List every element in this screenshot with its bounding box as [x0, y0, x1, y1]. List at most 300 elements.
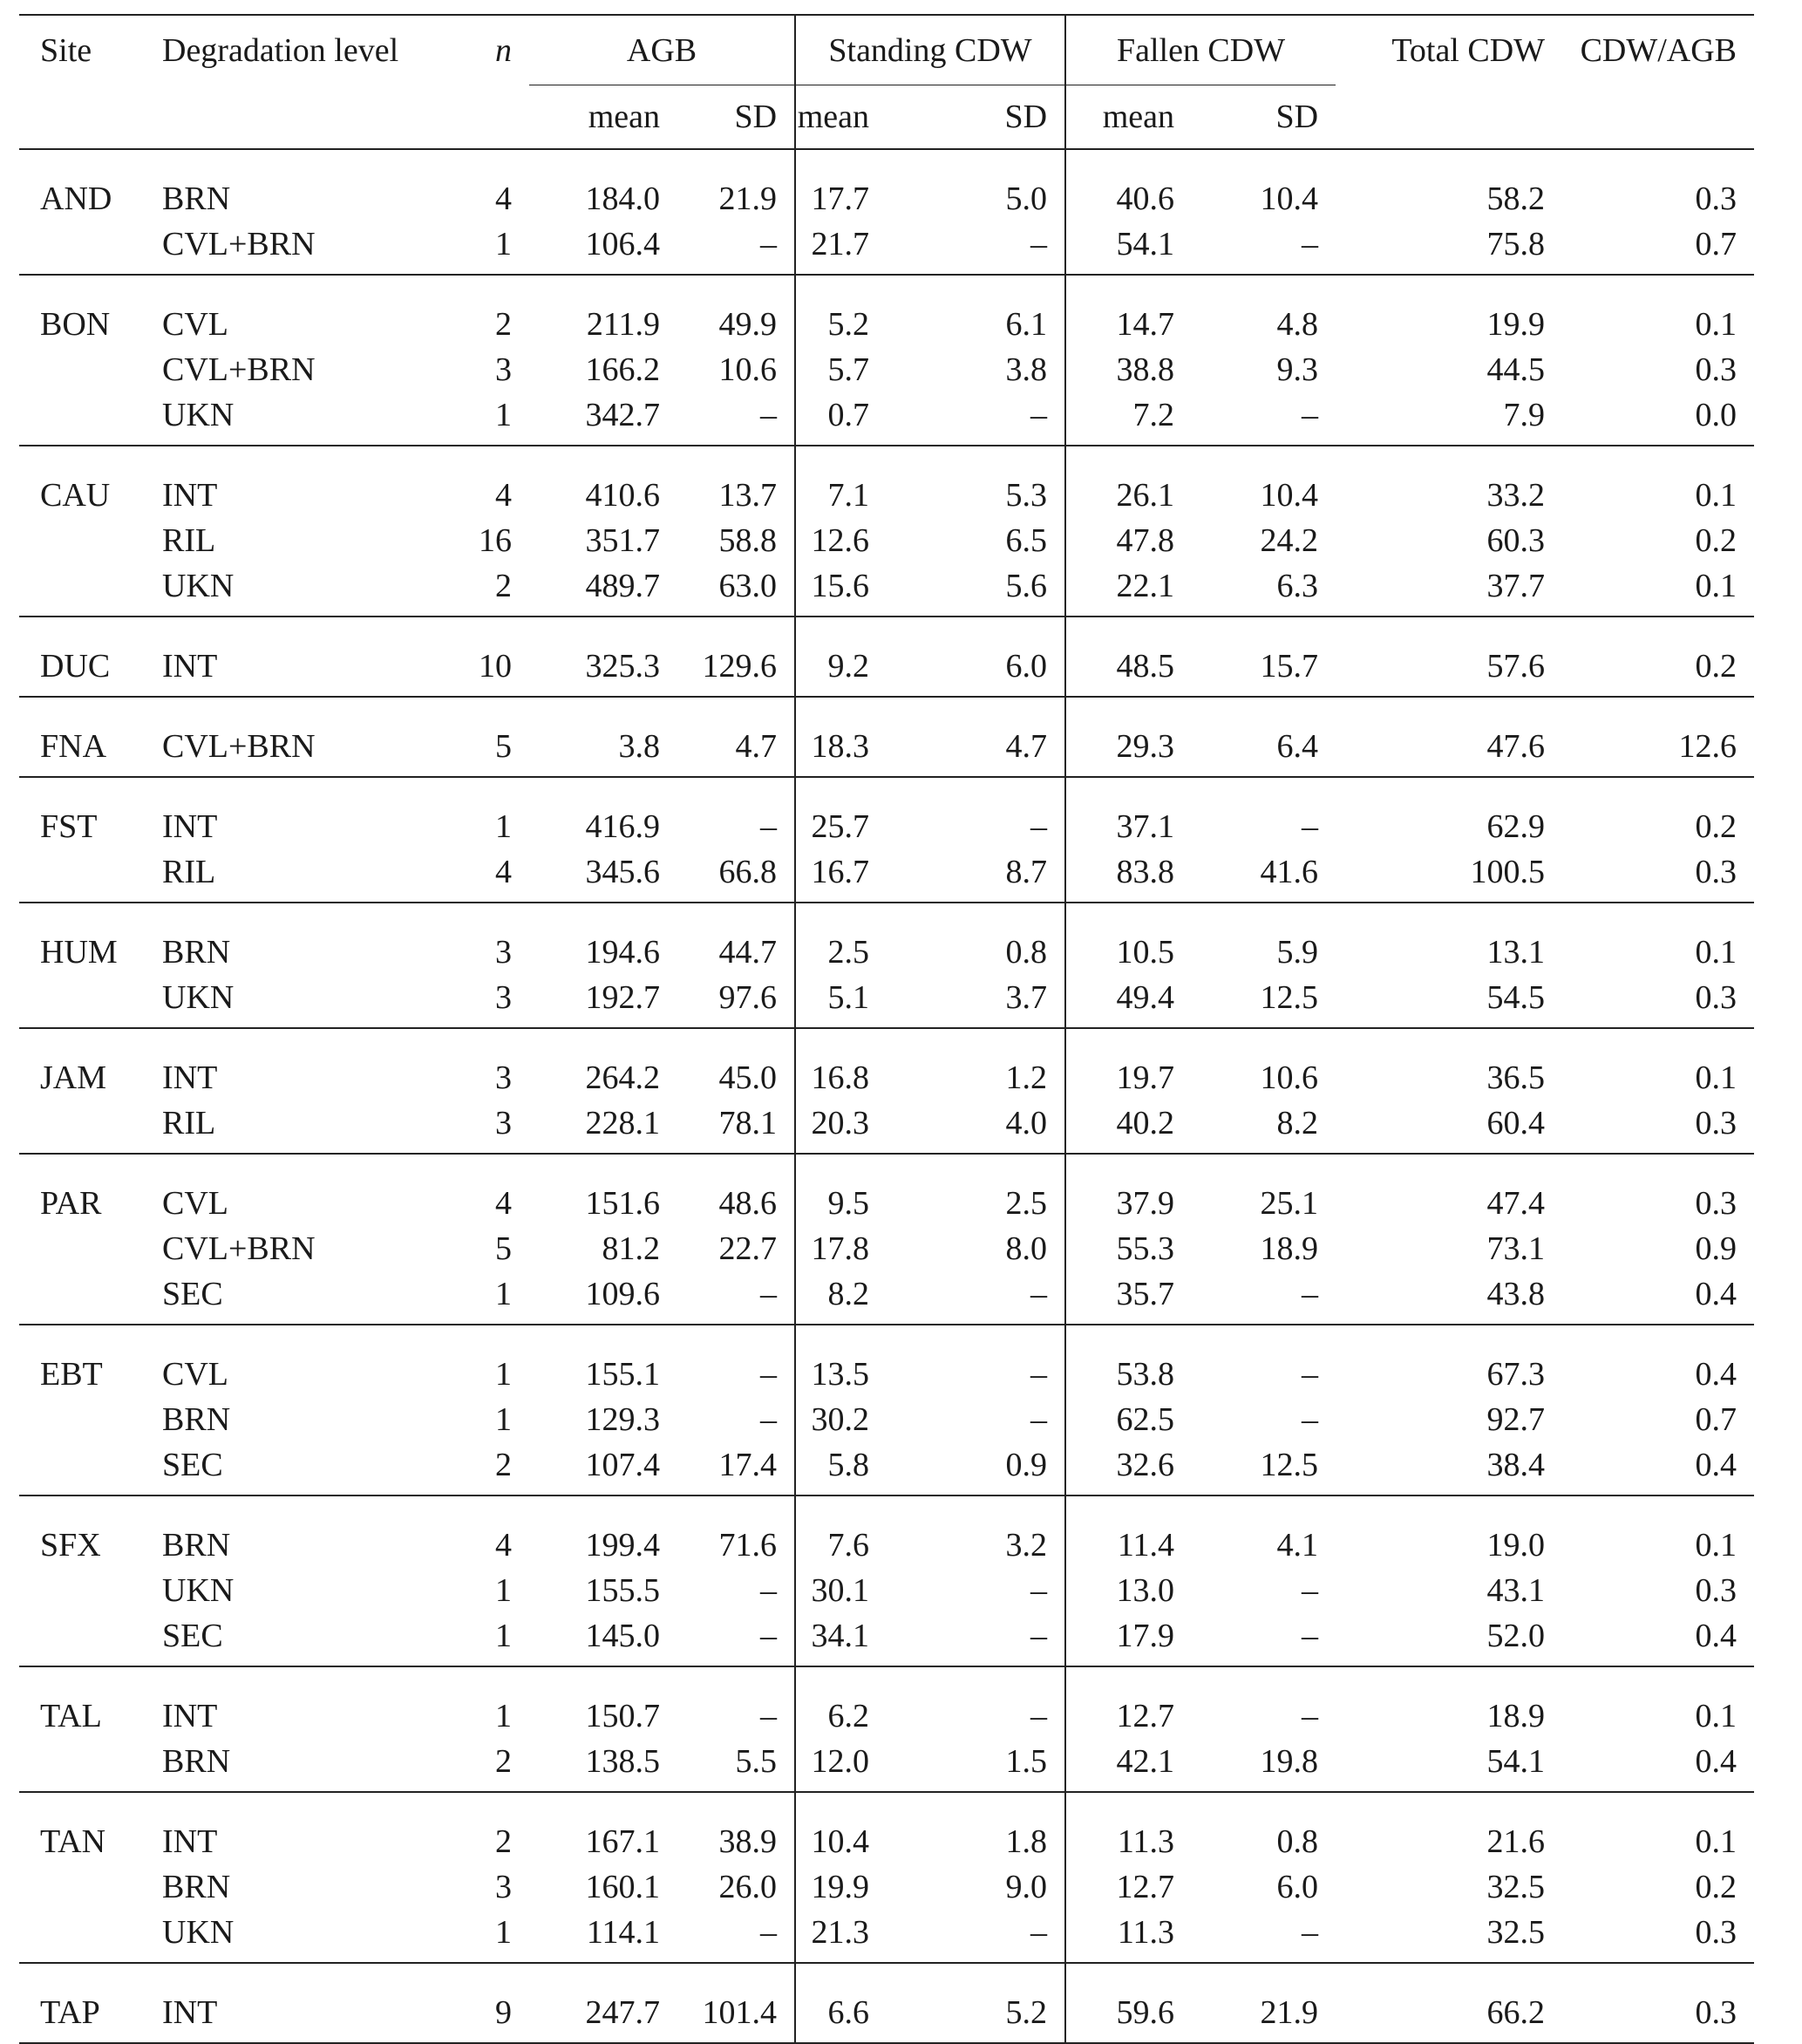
cell-total-cdw: 21.6: [1486, 1823, 1546, 1860]
cell-total-cdw: 47.4: [1486, 1185, 1546, 1222]
cell-fallen-mean: 14.7: [1116, 306, 1175, 343]
cell-agb-mean: 155.1: [585, 1356, 660, 1393]
cell-agb-sd: 45.0: [660, 1028, 795, 1100]
cell-ratio: 0.3: [1562, 1100, 1754, 1154]
cell-standing-sd: 1.5: [869, 1739, 1065, 1792]
cell-standing-sd: –: [869, 221, 1065, 275]
cell-site: [19, 563, 141, 617]
cell-n: 5: [390, 697, 529, 777]
header-blank: [1562, 85, 1754, 149]
cell-degradation: SEC: [141, 1613, 390, 1666]
cell-agb-mean: 325.3: [529, 617, 660, 697]
cell-degradation: UKN: [141, 1910, 390, 1963]
cell-n: 1: [495, 1356, 512, 1393]
cell-agb-sd: 22.7: [660, 1226, 795, 1271]
header-agb: [529, 15, 795, 85]
table-row: [19, 1910, 1754, 1963]
cell-agb-mean: 167.1: [585, 1823, 660, 1860]
cell-standing-sd: –: [869, 1666, 1065, 1739]
cell-site: [19, 1864, 141, 1910]
cell-agb-mean: 192.7: [529, 975, 660, 1028]
cell-standing-sd: –: [869, 1271, 1065, 1325]
cell-fallen-sd: –: [1302, 808, 1319, 845]
cell-ratio: 0.7: [1562, 221, 1754, 275]
cell-fallen-mean: 26.1: [1116, 477, 1175, 514]
cell-site: [19, 1910, 141, 1963]
header-ratio: CDW/AGB: [1562, 15, 1754, 85]
cell-n: 1: [390, 392, 529, 446]
cell-site: [19, 1442, 141, 1496]
cell-site: [19, 1100, 141, 1154]
table-row: [19, 1864, 1754, 1910]
cell-agb-sd: 38.9: [660, 1792, 795, 1864]
cell-ratio: 0.1: [1695, 1823, 1737, 1860]
cell-standing-sd: 6.0: [869, 617, 1065, 697]
cell-total-cdw: 60.3: [1486, 522, 1546, 559]
cell-agb-sd: 71.6: [660, 1496, 795, 1568]
cell-n: 2: [495, 306, 512, 343]
cell-fallen-mean: 53.8: [1116, 1356, 1175, 1393]
cell-degradation: BRN: [162, 1869, 231, 1905]
cell-degradation: SEC: [141, 1442, 390, 1496]
table-body: [19, 149, 1754, 2043]
cell-standing-sd: –: [869, 1325, 1065, 1397]
header-fallen-cdw-label: Fallen CDW: [1116, 32, 1286, 69]
cell-ratio: 0.2: [1695, 1869, 1737, 1905]
cell-agb-sd: 13.7: [660, 446, 795, 518]
cell-fallen-sd: 15.7: [1174, 617, 1336, 697]
cell-fallen-sd: 9.3: [1276, 351, 1319, 388]
cell-site: [19, 347, 141, 392]
table-row: [19, 563, 1754, 617]
cell-fallen-sd: 8.2: [1174, 1100, 1336, 1154]
cell-fallen-mean: 40.6: [1116, 181, 1175, 217]
cell-standing-sd: 9.0: [869, 1864, 1065, 1910]
table-row: [19, 777, 1754, 849]
cell-fallen-sd: 21.9: [1174, 1963, 1336, 2043]
cell-ratio: 0.1: [1695, 1527, 1737, 1564]
cell-n: 3: [390, 975, 529, 1028]
cell-standing-mean: 16.7: [795, 849, 869, 903]
cell-total-cdw: 60.4: [1336, 1100, 1562, 1154]
cell-agb-mean: 211.9: [586, 306, 660, 343]
cell-total-cdw: 37.7: [1336, 563, 1562, 617]
cell-degradation: UKN: [162, 1572, 235, 1609]
cell-agb-sd: –: [660, 1613, 795, 1666]
cell-fallen-sd: 12.5: [1174, 975, 1336, 1028]
cell-total-cdw: 32.5: [1486, 1869, 1546, 1905]
cell-agb-mean: 410.6: [585, 477, 660, 514]
cell-n: 4: [495, 1185, 512, 1222]
cell-standing-mean: 34.1: [795, 1613, 869, 1666]
data-table: [19, 14, 1754, 2044]
header-standing-cdw: [795, 15, 1065, 85]
cell-n: 1: [495, 1401, 512, 1438]
cell-fallen-sd: 5.9: [1276, 934, 1319, 971]
cell-degradation: CVL: [162, 306, 228, 343]
cell-standing-mean: 21.3: [795, 1910, 869, 1963]
cell-agb-sd: 66.8: [660, 849, 795, 903]
cell-fallen-sd: –: [1302, 1698, 1319, 1734]
cell-total-cdw: 66.2: [1336, 1963, 1562, 2043]
cell-agb-mean: 199.4: [585, 1527, 660, 1564]
cell-fallen-mean: 38.8: [1116, 351, 1175, 388]
table-row: [19, 392, 1754, 446]
cell-agb-sd: 48.6: [660, 1154, 795, 1226]
cell-fallen-mean: 59.6: [1065, 1963, 1174, 2043]
cell-standing-sd: 6.1: [869, 275, 1065, 347]
cell-fallen-sd: 25.1: [1260, 1185, 1319, 1222]
cell-total-cdw: 44.5: [1486, 351, 1546, 388]
cell-degradation: INT: [162, 477, 218, 514]
cell-fallen-mean: 11.3: [1065, 1910, 1174, 1963]
table-row: [19, 149, 1754, 221]
cell-degradation: BRN: [141, 1739, 390, 1792]
cell-degradation: RIL: [141, 849, 390, 903]
table-row: [19, 1442, 1754, 1496]
cell-agb-sd: 4.7: [660, 697, 795, 777]
cell-n: 3: [495, 1059, 512, 1096]
cell-fallen-mean: 19.7: [1116, 1059, 1175, 1096]
table-row: [19, 1028, 1754, 1100]
cell-ratio: 0.7: [1695, 1401, 1737, 1438]
cell-n: 1: [495, 1698, 512, 1734]
cell-total-cdw: 19.0: [1486, 1527, 1546, 1564]
cell-agb-sd: 101.4: [660, 1963, 795, 2043]
header-blank: [141, 85, 390, 149]
cell-fallen-mean: 48.5: [1065, 617, 1174, 697]
table-row: [19, 221, 1754, 275]
cell-agb-sd: –: [660, 1568, 795, 1613]
cell-degradation: RIL: [141, 1100, 390, 1154]
cell-n: 1: [390, 1271, 529, 1325]
header-standing-sd: SD: [869, 85, 1065, 149]
cell-n: 2: [390, 563, 529, 617]
cell-standing-mean: 0.7: [795, 392, 869, 446]
header-fallen-sd: SD: [1174, 85, 1336, 149]
cell-standing-mean: 8.2: [795, 1271, 869, 1325]
cell-fallen-sd: 6.4: [1174, 697, 1336, 777]
cell-ratio: 0.2: [1695, 522, 1737, 559]
table-row: [19, 446, 1754, 518]
cell-ratio: 0.3: [1562, 1910, 1754, 1963]
cell-agb-mean: 109.6: [529, 1271, 660, 1325]
cell-degradation: SEC: [141, 1271, 390, 1325]
cell-total-cdw: 33.2: [1486, 477, 1546, 514]
cell-fallen-sd: 18.9: [1260, 1230, 1319, 1267]
cell-standing-mean: 20.3: [795, 1100, 869, 1154]
cell-fallen-sd: 41.6: [1174, 849, 1336, 903]
cell-ratio: 0.3: [1562, 975, 1754, 1028]
cell-ratio: 0.1: [1695, 477, 1737, 514]
cell-agb-sd: –: [660, 777, 795, 849]
cell-fallen-mean: 83.8: [1065, 849, 1174, 903]
cell-agb-mean: 3.8: [529, 697, 660, 777]
cell-site: TAP: [19, 1963, 141, 2043]
cell-standing-sd: –: [869, 777, 1065, 849]
cell-agb-sd: –: [660, 1910, 795, 1963]
cell-agb-sd: –: [660, 221, 795, 275]
cell-standing-sd: 0.8: [869, 903, 1065, 975]
cell-degradation: CVL+BRN: [162, 1230, 316, 1267]
cell-total-cdw: 19.9: [1486, 306, 1546, 343]
cell-fallen-sd: –: [1302, 1356, 1319, 1393]
table-row: [19, 1496, 1754, 1568]
cell-standing-mean: 5.2: [827, 306, 870, 343]
cell-fallen-mean: 62.5: [1116, 1401, 1175, 1438]
cell-standing-mean: 6.6: [795, 1963, 869, 2043]
cell-fallen-mean: 7.2: [1065, 392, 1174, 446]
cell-agb-mean: 138.5: [529, 1739, 660, 1792]
cell-total-cdw: 36.5: [1486, 1059, 1546, 1096]
cell-fallen-sd: –: [1174, 392, 1336, 446]
cell-degradation: INT: [162, 1823, 218, 1860]
cell-total-cdw: 38.4: [1336, 1442, 1562, 1496]
cell-standing-sd: 8.7: [869, 849, 1065, 903]
cell-agb-sd: 10.6: [660, 347, 795, 392]
cell-fallen-mean: 37.1: [1116, 808, 1175, 845]
cell-ratio: 0.2: [1695, 808, 1737, 845]
cell-standing-sd: 3.7: [869, 975, 1065, 1028]
cell-degradation: CVL: [162, 1356, 228, 1393]
cell-site: EBT: [40, 1356, 103, 1393]
header-agb-label: AGB: [626, 32, 697, 69]
cell-ratio: 0.3: [1695, 181, 1737, 217]
cell-fallen-mean: 12.7: [1116, 1698, 1175, 1734]
cell-standing-sd: 2.5: [869, 1154, 1065, 1226]
cell-standing-mean: 15.6: [795, 563, 869, 617]
cell-ratio: 0.3: [1695, 351, 1737, 388]
cell-agb-mean: 345.6: [529, 849, 660, 903]
cell-n: 2: [390, 1442, 529, 1496]
table-row: [19, 1739, 1754, 1792]
cell-standing-sd: 5.2: [869, 1963, 1065, 2043]
cell-site: FST: [40, 808, 98, 845]
cell-n: 4: [495, 181, 512, 217]
cell-n: 10: [390, 617, 529, 697]
cell-ratio: 0.4: [1695, 1356, 1737, 1393]
cell-degradation: UKN: [141, 563, 390, 617]
cell-fallen-mean: 10.5: [1116, 934, 1175, 971]
cell-degradation: INT: [162, 1698, 218, 1734]
cell-ratio: 12.6: [1562, 697, 1754, 777]
cell-agb-mean: 145.0: [529, 1613, 660, 1666]
header-degradation: Degradation level: [141, 15, 390, 85]
cell-fallen-sd: 4.8: [1276, 306, 1319, 343]
cell-agb-sd: 129.6: [660, 617, 795, 697]
table-row: [19, 1963, 1754, 2043]
cell-total-cdw: 54.5: [1336, 975, 1562, 1028]
cell-n: 9: [390, 1963, 529, 2043]
cell-site: [19, 392, 141, 446]
cell-fallen-mean: 32.6: [1065, 1442, 1174, 1496]
cell-standing-mean: 17.7: [811, 181, 870, 217]
cell-agb-mean: 228.1: [529, 1100, 660, 1154]
cell-ratio: 0.4: [1562, 1442, 1754, 1496]
table-row: [19, 849, 1754, 903]
table-row: [19, 1397, 1754, 1442]
cell-agb-sd: –: [660, 1271, 795, 1325]
cell-site: [19, 1568, 141, 1613]
header-fallen-mean: mean: [1065, 85, 1174, 149]
cell-fallen-mean: 11.4: [1117, 1527, 1175, 1564]
cell-ratio: 0.3: [1562, 1963, 1754, 2043]
cell-site: [19, 1613, 141, 1666]
cell-standing-sd: –: [869, 1568, 1065, 1613]
cell-ratio: 0.1: [1695, 1059, 1737, 1096]
cell-total-cdw: 18.9: [1486, 1698, 1546, 1734]
cell-site: PAR: [40, 1185, 102, 1222]
table-row: [19, 617, 1754, 697]
cell-standing-mean: 5.8: [795, 1442, 869, 1496]
cell-fallen-mean: 11.3: [1117, 1823, 1175, 1860]
cell-total-cdw: 52.0: [1336, 1613, 1562, 1666]
cell-total-cdw: 54.1: [1336, 1739, 1562, 1792]
cell-degradation: INT: [141, 1963, 390, 2043]
table-row: [19, 275, 1754, 347]
table-row: [19, 1100, 1754, 1154]
cell-agb-sd: –: [660, 392, 795, 446]
cell-degradation: CVL: [162, 1185, 228, 1222]
cell-standing-mean: 5.7: [827, 351, 870, 388]
table-row: [19, 697, 1754, 777]
cell-agb-sd: 49.9: [660, 275, 795, 347]
table-header: [19, 15, 1754, 149]
cell-agb-mean: 264.2: [585, 1059, 660, 1096]
cell-n: 1: [390, 1613, 529, 1666]
cell-standing-mean: 9.5: [827, 1185, 870, 1222]
cell-total-cdw: 57.6: [1336, 617, 1562, 697]
cell-standing-mean: 17.8: [811, 1230, 870, 1267]
cell-degradation: INT: [141, 617, 390, 697]
cell-standing-sd: –: [869, 1910, 1065, 1963]
cell-agb-mean: 81.2: [602, 1230, 660, 1267]
cell-site: [19, 221, 141, 275]
cell-agb-mean: 247.7: [529, 1963, 660, 2043]
cell-standing-mean: 10.4: [811, 1823, 870, 1860]
header-standing-cdw-label: Standing CDW: [828, 32, 1032, 69]
cell-fallen-mean: 12.7: [1116, 1869, 1175, 1905]
cell-agb-mean: 194.6: [585, 934, 660, 971]
cell-standing-mean: 21.7: [795, 221, 869, 275]
table-row: [19, 1271, 1754, 1325]
cell-site: [19, 518, 141, 563]
cell-agb-sd: 17.4: [660, 1442, 795, 1496]
cell-agb-mean: 351.7: [585, 522, 660, 559]
cell-degradation: INT: [162, 1059, 218, 1096]
cell-degradation: RIL: [162, 522, 216, 559]
cell-agb-mean: 416.9: [585, 808, 660, 845]
cell-standing-mean: 6.2: [827, 1698, 870, 1734]
cell-site: [19, 849, 141, 903]
cell-fallen-sd: 6.3: [1174, 563, 1336, 617]
table-row: [19, 1792, 1754, 1864]
cell-agb-mean: 184.0: [585, 181, 660, 217]
cell-standing-sd: 8.0: [869, 1226, 1065, 1271]
cell-total-cdw: 7.9: [1336, 392, 1562, 446]
cell-agb-sd: 44.7: [660, 903, 795, 975]
cell-ratio: 0.4: [1562, 1613, 1754, 1666]
cell-ratio: 0.3: [1562, 849, 1754, 903]
cell-standing-sd: 0.9: [869, 1442, 1065, 1496]
cell-fallen-sd: 4.1: [1276, 1527, 1319, 1564]
cell-ratio: 0.9: [1695, 1230, 1737, 1267]
cell-degradation: UKN: [141, 392, 390, 446]
cell-site: DUC: [19, 617, 141, 697]
table-row: [19, 1666, 1754, 1739]
cell-fallen-sd: –: [1302, 1401, 1319, 1438]
cell-standing-sd: 1.8: [869, 1792, 1065, 1864]
cell-n: 1: [390, 1910, 529, 1963]
cell-fallen-mean: 40.2: [1065, 1100, 1174, 1154]
cell-n: 4: [495, 1527, 512, 1564]
cell-standing-mean: 7.6: [827, 1527, 870, 1564]
cell-standing-sd: –: [869, 1613, 1065, 1666]
cell-standing-sd: 5.3: [869, 446, 1065, 518]
cell-site: BON: [40, 306, 111, 343]
cell-agb-mean: 129.3: [585, 1401, 660, 1438]
cell-total-cdw: 62.9: [1486, 808, 1546, 845]
cell-agb-sd: 5.5: [660, 1739, 795, 1792]
cell-ratio: 0.3: [1695, 1185, 1737, 1222]
cell-site: FNA: [19, 697, 141, 777]
cell-ratio: 0.1: [1695, 934, 1737, 971]
cell-agb-sd: 78.1: [660, 1100, 795, 1154]
cell-fallen-mean: 29.3: [1065, 697, 1174, 777]
table-row: [19, 975, 1754, 1028]
cell-agb-mean: 150.7: [585, 1698, 660, 1734]
cell-n: 2: [390, 1739, 529, 1792]
cell-fallen-mean: 37.9: [1116, 1185, 1175, 1222]
cell-n: 3: [390, 1100, 529, 1154]
cell-n: 4: [390, 849, 529, 903]
header-site: Site: [19, 15, 141, 85]
cell-total-cdw: 43.1: [1486, 1572, 1546, 1609]
cell-fallen-mean: 42.1: [1065, 1739, 1174, 1792]
cell-standing-sd: 1.2: [869, 1028, 1065, 1100]
cell-site: HUM: [40, 934, 118, 971]
cell-ratio: 0.4: [1562, 1739, 1754, 1792]
cell-fallen-mean: 17.9: [1065, 1613, 1174, 1666]
cell-fallen-sd: 24.2: [1260, 522, 1319, 559]
cell-standing-mean: 25.7: [811, 808, 870, 845]
cell-fallen-sd: 10.4: [1260, 181, 1319, 217]
cell-fallen-mean: 35.7: [1065, 1271, 1174, 1325]
cell-ratio: 0.2: [1562, 617, 1754, 697]
table-row: [19, 1568, 1754, 1613]
cell-site: JAM: [40, 1059, 107, 1096]
cell-standing-mean: 16.8: [811, 1059, 870, 1096]
cell-fallen-sd: 12.5: [1174, 1442, 1336, 1496]
cell-total-cdw: 32.5: [1336, 1910, 1562, 1963]
cell-total-cdw: 92.7: [1486, 1401, 1546, 1438]
cell-agb-mean: 342.7: [529, 392, 660, 446]
cell-total-cdw: 43.8: [1336, 1271, 1562, 1325]
cell-fallen-sd: 0.8: [1276, 1823, 1319, 1860]
cell-standing-mean: 5.1: [795, 975, 869, 1028]
header-total-cdw: Total CDW: [1336, 15, 1562, 85]
cell-standing-sd: –: [869, 1397, 1065, 1442]
cell-degradation: CVL+BRN: [141, 697, 390, 777]
cell-site: SFX: [40, 1527, 101, 1564]
cell-degradation: BRN: [162, 181, 231, 217]
cell-fallen-sd: 19.8: [1174, 1739, 1336, 1792]
cell-site: TAN: [40, 1823, 106, 1860]
cell-standing-mean: 12.0: [795, 1739, 869, 1792]
cell-agb-mean: 151.6: [585, 1185, 660, 1222]
cell-agb-mean: 155.5: [585, 1572, 660, 1609]
header-blank: [390, 85, 529, 149]
